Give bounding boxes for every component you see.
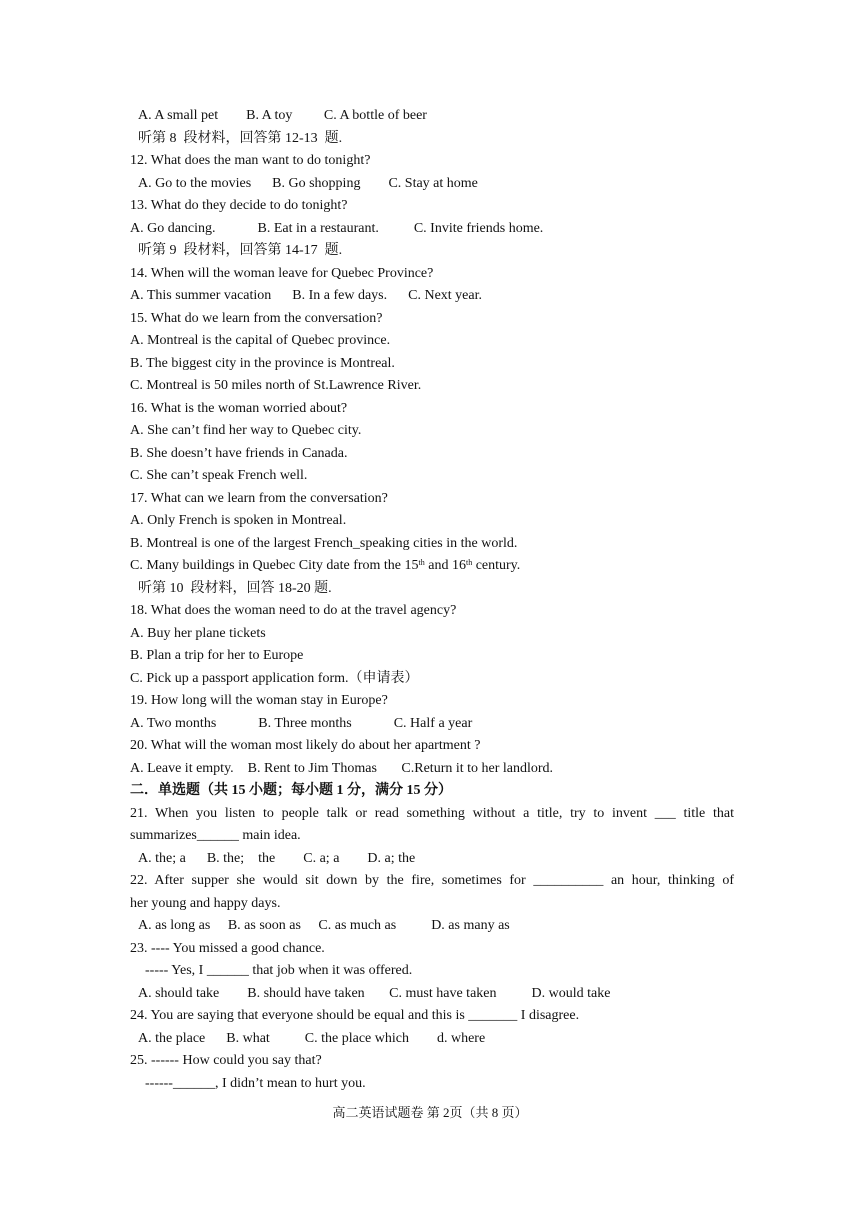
q19-options: A. Two months B. Three months C. Half a year — [130, 716, 473, 731]
q17-option-c-text-2: and 16 — [424, 558, 466, 573]
q15-option-c: C. Montreal is 50 miles north of St.Lawrence River. — [130, 378, 422, 393]
q22-options: A. as long as B. as soon as C. as much as D. as many as — [138, 918, 510, 933]
question-23-reply: ----- Yes, I ______ that job when it was offered. — [145, 963, 413, 978]
question-15: 15. What do we learn from the conversation? — [130, 311, 383, 326]
q15-option-a: A. Montreal is the capital of Quebec province. — [130, 333, 391, 348]
question-23: 23. ---- You missed a good chance. — [130, 941, 325, 956]
q23-options: A. should take B. should have taken C. must have taken D. would take — [138, 986, 611, 1001]
q13-options: A. Go dancing. B. Eat in a restaurant. C. Invite friends home. — [130, 221, 544, 236]
question-16: 16. What is the woman worried about? — [130, 401, 348, 416]
q17-option-a: A. Only French is spoken in Montreal. — [130, 513, 347, 528]
q17-option-b: B. Montreal is one of the largest French_speaking cities in the world. — [130, 536, 518, 551]
question-22-cont: her young and happy days. — [130, 896, 281, 911]
question-20: 20. What will the woman most likely do about her apartment ? — [130, 738, 481, 753]
question-13: 13. What do they decide to do tonight? — [130, 198, 348, 213]
section-instruction: 听第 9 段材料，回答第 14-17 题. — [138, 243, 343, 258]
q18-option-c: C. Pick up a passport application form.（申请表） — [130, 671, 419, 686]
question-19: 19. How long will the woman stay in Europe? — [130, 693, 388, 708]
page-footer: 高二英语试题卷 第 2页（共 8 页） — [332, 1105, 528, 1120]
q15-option-b: B. The biggest city in the province is Montreal. — [130, 356, 395, 371]
q21-options: A. the; a B. the; the C. a; a D. a; the — [138, 851, 416, 866]
question-17: 17. What can we learn from the conversation? — [130, 491, 388, 506]
q17-option-c-text-3: century. — [472, 558, 521, 573]
question-18: 18. What does the woman need to do at the travel agency? — [130, 603, 457, 618]
question-21-cont: summarizes______ main idea. — [130, 828, 301, 843]
q16-option-a: A. She can’t find her way to Quebec city. — [130, 423, 362, 438]
section-instruction: 听第 8 段材料，回答第 12-13 题. — [138, 131, 343, 146]
question-14: 14. When will the woman leave for Quebec Province? — [130, 266, 434, 281]
q18-option-b: B. Plan a trip for her to Europe — [130, 648, 304, 663]
section-heading: 二．单选题（共 15 小题；每小题 1 分，满分 15 分） — [130, 783, 452, 798]
question-25: 25. ------ How could you say that? — [130, 1053, 322, 1068]
question-22: 22. After supper she would sit down by the fire, sometimes for __________ an hour, thinking of — [130, 873, 734, 888]
ordinal-suffix: th — [418, 558, 425, 567]
question-12: 12. What does the man want to do tonight? — [130, 153, 371, 168]
q11-options: A. A small pet B. A toy C. A bottle of beer — [138, 108, 427, 123]
q17-option-c-text-1: C. Many buildings in Quebec City date from the 15 — [130, 558, 419, 573]
question-25-reply: ------______, I didn’t mean to hurt you. — [145, 1076, 366, 1091]
q24-options: A. the place B. what C. the place which d. where — [138, 1031, 486, 1046]
q16-option-c: C. She can’t speak French well. — [130, 468, 308, 483]
q18-option-a: A. Buy her plane tickets — [130, 626, 266, 641]
question-21: 21. When you listen to people talk or read something without a title, try to invent ___ title that — [130, 806, 734, 821]
section-instruction: 听第 10 段材料，回答 18-20 题. — [138, 581, 332, 596]
q16-option-b: B. She doesn’t have friends in Canada. — [130, 446, 348, 461]
q12-options: A. Go to the movies B. Go shopping C. Stay at home — [138, 176, 478, 191]
ordinal-suffix: th — [465, 558, 473, 567]
q17-option-c — [130, 557, 734, 575]
q20-options: A. Leave it empty. B. Rent to Jim Thomas C.Return it to her landlord. — [130, 761, 554, 776]
question-24: 24. You are saying that everyone should be equal and this is _______ I disagree. — [130, 1008, 580, 1023]
q14-options: A. This summer vacation B. In a few days. C. Next year. — [130, 288, 483, 303]
